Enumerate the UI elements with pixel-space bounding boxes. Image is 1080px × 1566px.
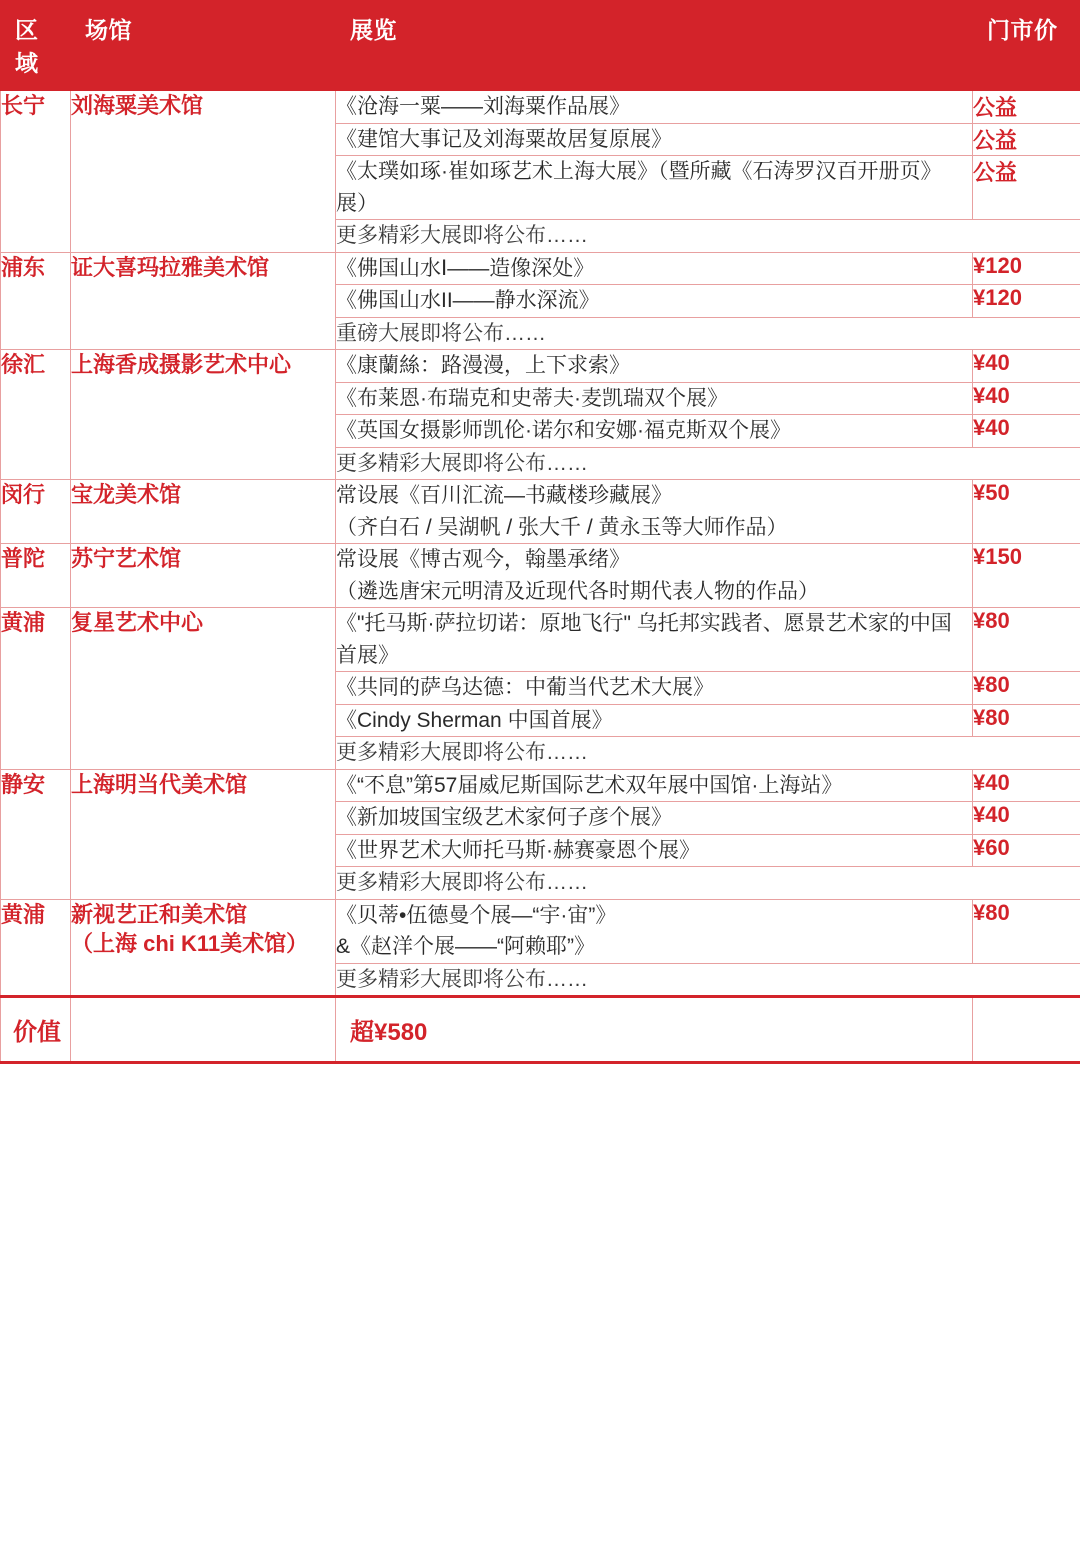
exhibition-line: 重磅大展即将公布…… <box>336 321 546 345</box>
price-cell: ¥60 <box>973 834 1080 867</box>
table-row <box>1 608 1080 672</box>
exhibition-line: &《赵洋个展——“阿赖耶”》 <box>336 935 595 958</box>
venue-line: 上海明当代美术馆 <box>71 771 248 797</box>
exhibition-line: 《“不息”第57届威尼斯国际艺术双年展中国馆·上海站》 <box>336 773 843 797</box>
venue-cell <box>71 899 336 997</box>
exhibition-line: 更多精彩大展即将公布…… <box>336 741 588 764</box>
exhibition-cell <box>336 544 973 608</box>
more-shows-note <box>336 963 1080 997</box>
exhibition-line: 《共同的萨乌达德：中葡当代艺术大展》 <box>336 676 714 699</box>
exhibition-line: 《佛国山水Ⅰ——造像深处》 <box>336 256 595 280</box>
price-cell: ¥40 <box>973 769 1080 802</box>
venue-cell <box>71 252 336 350</box>
exhibition-cell <box>336 769 973 802</box>
exhibition-cell <box>336 415 973 448</box>
exhibition-line: 更多精彩大展即将公布…… <box>336 224 588 247</box>
area-cell: 长宁 <box>1 91 71 253</box>
table-row <box>1 480 1080 544</box>
more-shows-note <box>336 737 1080 770</box>
value-row <box>1 997 1080 1063</box>
exhibition-line: 《新加坡国宝级艺术家何子彦个展》 <box>336 806 672 829</box>
price-cell: ¥80 <box>973 704 1080 737</box>
exhibition-cell <box>336 156 973 220</box>
exhibition-line: 《康蘭絲：路漫漫，上下求索》 <box>336 354 630 377</box>
exhibition-line: 《Cindy Sherman 中国首展》 <box>336 708 613 732</box>
exhibition-cell <box>336 899 973 963</box>
price-cell: ¥120 <box>973 252 1080 285</box>
exhibition-line: 《佛国山水II——静水深流》 <box>336 289 600 312</box>
exhibition-cell <box>336 350 973 383</box>
exhibition-line: （齐白石 / 吴湖帆 / 张大千 / 黄永玉等大师作品） <box>336 515 788 539</box>
area-cell: 徐汇 <box>1 350 71 480</box>
exhibition-line: 《英国女摄影师凯伦·诺尔和安娜·福克斯双个展》 <box>336 419 791 442</box>
value-total: 超¥580 <box>336 997 973 1063</box>
exhibition-line: 更多精彩大展即将公布…… <box>336 451 588 475</box>
exhibition-line: 《沧海一粟——刘海粟作品展》 <box>336 95 630 118</box>
column-header-area: 区域 <box>1 1 71 91</box>
exhibition-cell <box>336 608 973 672</box>
area-cell: 静安 <box>1 769 71 899</box>
more-shows-note <box>336 867 1080 900</box>
table-row <box>1 899 1080 963</box>
venue-line: 上海香成摄影艺术中心 <box>71 352 292 377</box>
exhibition-cell <box>336 802 973 835</box>
table-row <box>1 544 1080 608</box>
column-header-exhibition: 展览 <box>336 1 973 91</box>
venue-cell <box>71 91 336 253</box>
more-shows-note <box>336 317 1080 350</box>
venue-cell <box>71 544 336 608</box>
value-price-blank <box>973 997 1080 1063</box>
venue-line: 复星艺术中心 <box>71 610 204 635</box>
exhibition-cell <box>336 704 973 737</box>
exhibition-line: 《"托马斯·萨拉切诺：原地飞行" 乌托邦实践者、愿景艺术家的中国首展》 <box>336 612 952 667</box>
price-cell: ¥40 <box>973 350 1080 383</box>
price-cell: ¥80 <box>973 608 1080 672</box>
table-header <box>1 1 1080 91</box>
exhibition-line: 常设展《百川汇流—书藏楼珍藏展》 <box>336 484 672 507</box>
area-cell: 闵行 <box>1 480 71 544</box>
area-cell: 黄浦 <box>1 899 71 997</box>
area-cell: 黄浦 <box>1 608 71 770</box>
exhibition-line: 更多精彩大展即将公布…… <box>336 871 588 894</box>
table-header-row <box>1 1 1080 91</box>
exhibition-line: 《建馆大事记及刘海粟故居复原展》 <box>336 127 672 151</box>
price-cell: ¥80 <box>973 899 1080 963</box>
venue-line: 刘海粟美术馆 <box>71 93 204 118</box>
exhibition-cell <box>336 834 973 867</box>
table-footer <box>1 997 1080 1063</box>
venue-cell <box>71 350 336 480</box>
price-cell: ¥40 <box>973 415 1080 448</box>
price-cell: 公益 <box>973 156 1080 220</box>
exhibition-line: 《布莱恩·布瑞克和史蒂夫·麦凯瑞双个展》 <box>336 386 728 410</box>
price-cell: ¥150 <box>973 544 1080 608</box>
venue-line: 证大喜玛拉雅美术馆 <box>71 254 270 280</box>
price-cell: 公益 <box>973 123 1080 156</box>
exhibition-line: 《世界艺术大师托马斯·赫赛豪恩个展》 <box>336 838 700 862</box>
area-cell: 浦东 <box>1 252 71 350</box>
price-cell: ¥80 <box>973 672 1080 705</box>
table-body <box>1 91 1080 997</box>
price-cell: 公益 <box>973 91 1080 124</box>
exhibition-cell <box>336 672 973 705</box>
exhibition-line: 常设展《博古观今，翰墨承绪》 <box>336 548 630 571</box>
exhibition-line: 更多精彩大展即将公布…… <box>336 967 588 991</box>
exhibition-cell <box>336 382 973 415</box>
more-shows-note <box>336 220 1080 253</box>
exhibition-cell <box>336 123 973 156</box>
column-header-price: 门市价 <box>973 1 1080 91</box>
venue-cell <box>71 608 336 770</box>
more-shows-note <box>336 447 1080 480</box>
venue-cell <box>71 480 336 544</box>
venue-line: 宝龙美术馆 <box>71 482 182 507</box>
table-row <box>1 350 1080 383</box>
venue-cell <box>71 769 336 899</box>
exhibition-cell <box>336 252 973 285</box>
venue-line: 苏宁艺术馆 <box>71 546 182 571</box>
price-cell: ¥40 <box>973 802 1080 835</box>
venue-line: （上海 chi K11美术馆） <box>71 931 309 957</box>
exhibition-cell <box>336 480 973 544</box>
exhibition-line: 《太璞如琢·崔如琢艺术上海大展》（暨所藏《石涛罗汉百开册页》展） <box>336 160 942 215</box>
table-row <box>1 252 1080 285</box>
column-header-venue: 场馆 <box>71 1 336 91</box>
exhibition-cell <box>336 285 973 318</box>
value-venue-blank <box>71 997 336 1063</box>
exhibition-line: 《贝蒂•伍德曼个展—“宇·宙”》 <box>336 903 617 927</box>
price-cell: ¥120 <box>973 285 1080 318</box>
table-row <box>1 769 1080 802</box>
price-cell: ¥50 <box>973 480 1080 544</box>
area-cell: 普陀 <box>1 544 71 608</box>
price-cell: ¥40 <box>973 382 1080 415</box>
venue-line: 新视艺正和美术馆 <box>71 901 248 927</box>
table-row <box>1 91 1080 124</box>
exhibition-line: （遴选唐宋元明清及近现代各时期代表人物的作品） <box>336 579 819 603</box>
exhibition-cell <box>336 91 973 124</box>
value-label: 价值 <box>1 997 71 1063</box>
